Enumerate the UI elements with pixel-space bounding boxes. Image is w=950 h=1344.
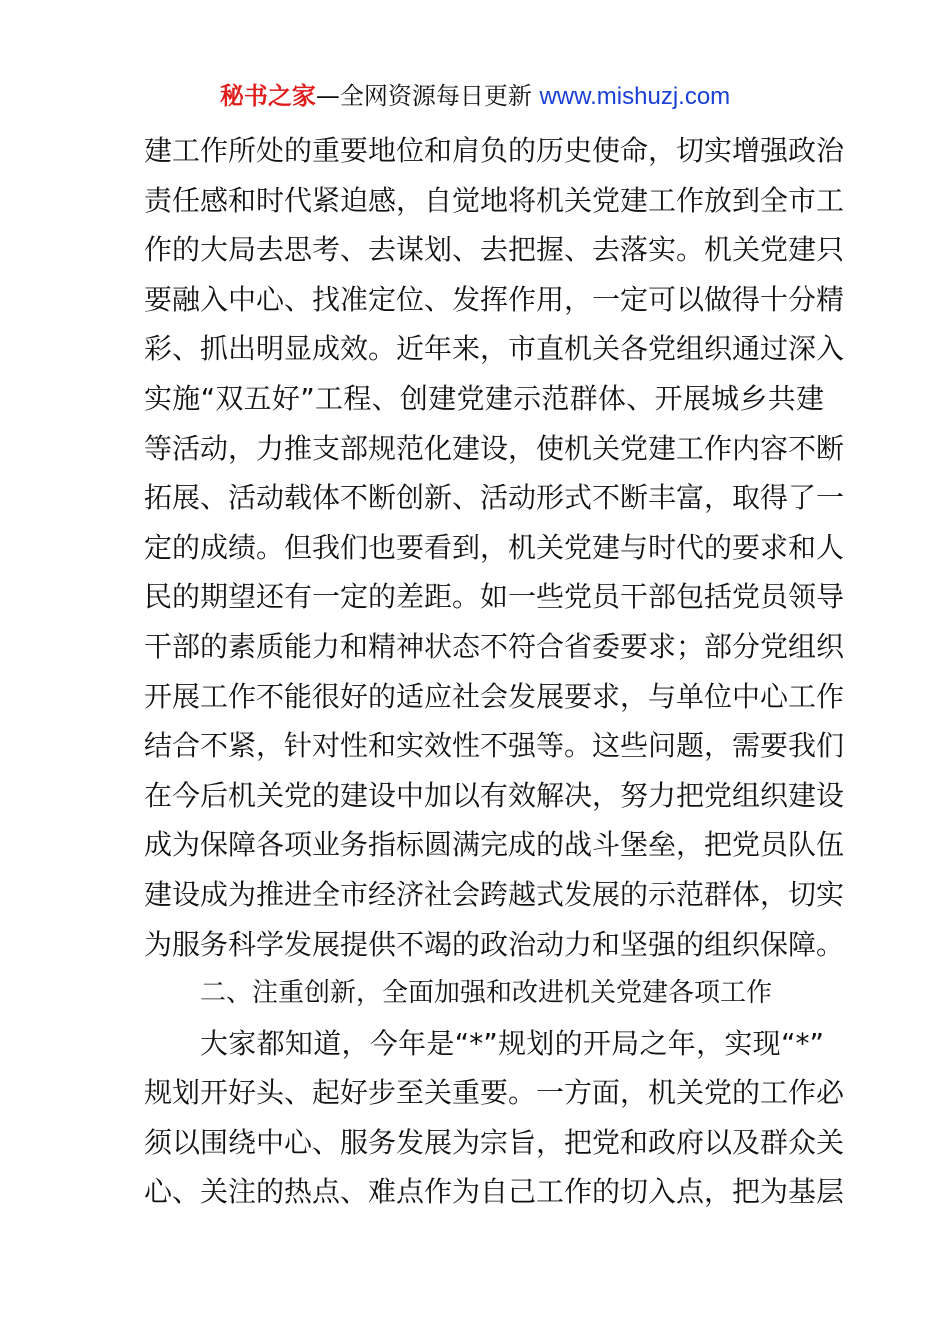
text-line: 要融入中心、找准定位、发挥作用，一定可以做得十分精: [144, 282, 845, 316]
text-line: 结合不紧，针对性和实效性不强等。这些问题，需要我们: [144, 729, 845, 763]
text-line: 拓展、活动载体不断创新、活动形式不断丰富，取得了一: [144, 481, 845, 515]
text-line: 作的大局去思考、去谋划、去把握、去落实。机关党建只: [144, 233, 845, 267]
text-line: 为服务科学发展提供不竭的政治动力和坚强的组织保障。: [144, 927, 845, 961]
text-line: 成为保障各项业务指标圆满完成的战斗堡垒，把党员队伍: [144, 828, 845, 862]
text-line: 心、关注的热点、难点作为自己工作的切入点，把为基层: [144, 1175, 845, 1209]
text-line: 建设成为推进全市经济社会跨越式发展的示范群体，切实: [144, 877, 845, 911]
text-line: 民的期望还有一定的差距。如一些党员干部包括党员领导: [144, 580, 845, 614]
text-line: 在今后机关党的建设中加以有效解决，努力把党组织建设: [144, 778, 845, 812]
section-heading: 二、注重创新，全面加强和改进机关党建各项工作: [200, 978, 773, 1009]
text-line: 彩、抓出明显成效。近年来，市直机关各党组织通过深入: [144, 332, 845, 366]
text-line: 干部的素质能力和精神状态不符合省委要求；部分党组织: [144, 629, 845, 663]
site-brand: 秘书之家: [219, 82, 316, 110]
text-line: 建工作所处的重要地位和肩负的历史使命，切实增强政治: [144, 134, 845, 167]
page-header: [0, 80, 950, 113]
text-line: 须以围绕中心、服务发展为宗旨，把党和政府以及群众关: [144, 1125, 845, 1159]
text-line: 实施“双五好”工程、创建党建示范群体、开展城乡共建: [144, 381, 824, 415]
site-url[interactable]: www.mishuzj.com: [539, 83, 731, 110]
text-line: 等活动，力推支部规范化建设，使机关党建工作内容不断: [144, 431, 845, 465]
text-line: 定的成绩。但我们也要看到，机关党建与时代的要求和人: [144, 530, 845, 564]
text-line: 规划开好头、起好步至关重要。一方面，机关党的工作必: [144, 1076, 845, 1110]
site-tagline: —全网资源每日更新: [315, 82, 540, 110]
document-body: [144, 126, 845, 1217]
paragraph-first-line: 大家都知道，今年是“*”规划的开局之年，实现“*”: [200, 1026, 824, 1060]
text-line: 开展工作不能很好的适应社会发展要求，与单位中心工作: [144, 679, 845, 713]
text-line: 责任感和时代紧迫感，自觉地将机关党建工作放到全市工: [144, 183, 845, 217]
